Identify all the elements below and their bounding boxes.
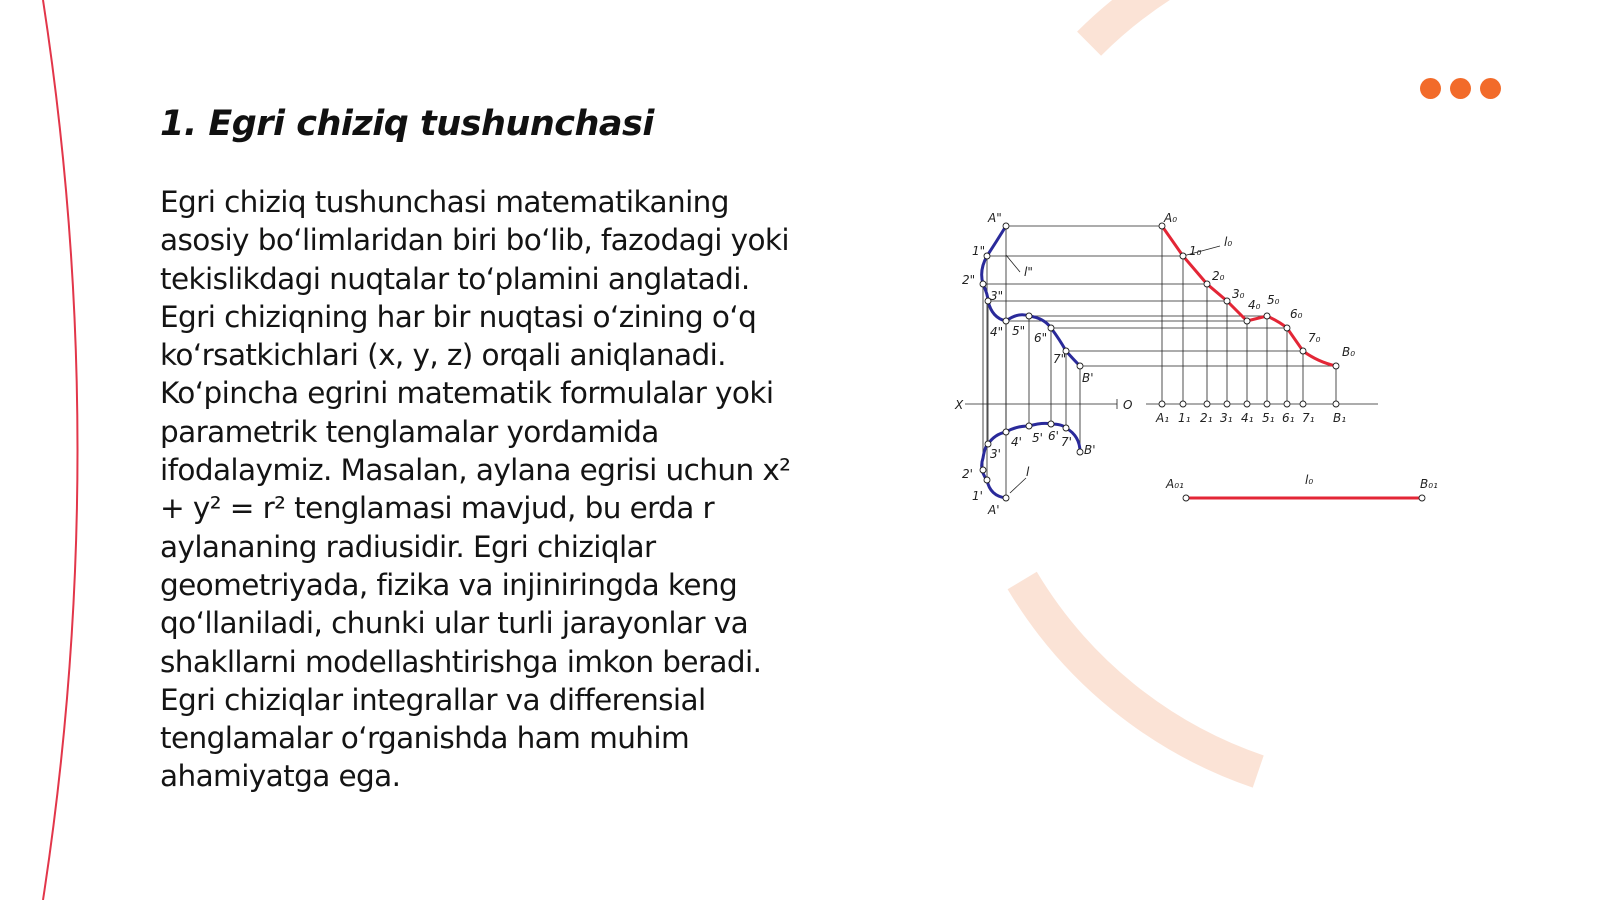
label: B' (1084, 443, 1096, 457)
paragraph-line: qo‘llaniladi, chunki ular turli jarayonlar va (160, 606, 749, 641)
paragraph-line: ifodalaymiz. Masalan, aylana egrisi uchun x² (160, 453, 791, 488)
dot (1420, 78, 1441, 99)
label: 6₁ (1282, 411, 1295, 425)
paragraph-line: geometriyada, fizika va injiniringda keng (160, 567, 738, 602)
label: O (1123, 398, 1133, 412)
paragraph-line: Egri chiziq tushunchasi matematikaning (160, 185, 729, 219)
dots-menu-icon (1420, 78, 1520, 100)
paragraph-line: tenglamalar o‘rganishda ham muhim (160, 721, 690, 756)
label: 1₀ (1189, 244, 1202, 258)
label: 5₁ (1262, 411, 1275, 425)
diagram-labels (954, 211, 1438, 517)
label: l₀ (1305, 473, 1314, 487)
label: 4' (1011, 435, 1022, 449)
label: 1' (972, 489, 983, 503)
paragraph-line: asosiy bo‘limlaridan biri bo‘lib, fazodagi yoki (160, 223, 789, 258)
paragraph-line: Egri chiziqning har bir nuqtasi o‘zining o‘q (160, 299, 757, 334)
label: A" (988, 211, 1002, 225)
slide-title: 1. Egri chiziq tushunchasi (160, 104, 654, 144)
label: 4₁ (1241, 411, 1254, 425)
label: 2₀ (1212, 269, 1225, 283)
label: 7' (1061, 435, 1072, 449)
point-markers (980, 223, 1425, 501)
label: 6₀ (1290, 307, 1303, 321)
paragraph-line: ahamiyatga ega. (160, 759, 401, 794)
paragraph-line: Egri chiziqlar integrallar va differensial (160, 682, 706, 717)
label: A₀ (1164, 211, 1178, 225)
label: B₀₁ (1420, 477, 1438, 491)
label: 4" (990, 325, 1004, 339)
label: l (1026, 465, 1030, 479)
label: 3₀ (1232, 287, 1245, 301)
paragraph-line: Ko‘pincha egrini matematik formulalar yoki (160, 376, 774, 411)
paragraph-line: shakllarni modellashtirishga imkon beradi. (160, 644, 762, 679)
label: X (955, 398, 964, 412)
label: l" (1024, 265, 1033, 279)
label: 5₀ (1267, 293, 1280, 307)
label: 7" (1053, 352, 1067, 366)
label: 2₁ (1200, 411, 1213, 425)
paragraph-line: tekislikdagi nuqtalar to‘plamini anglatadi. (160, 261, 750, 296)
paragraph-line: ko‘rsatkichlari (x, y, z) orqali aniqlanadi. (160, 338, 726, 373)
label: 6' (1048, 429, 1059, 443)
paragraph-line: + y² = r² tenglamasi mavjud, bu erda r (160, 491, 715, 526)
label: 7₁ (1302, 411, 1315, 425)
label: 5" (1012, 324, 1026, 338)
label: A' (988, 503, 1000, 517)
paragraph-line: parametrik tenglamalar yordamida (160, 414, 659, 449)
label: 7₀ (1308, 331, 1321, 345)
label: 2' (962, 467, 973, 481)
label: 1" (972, 244, 986, 258)
paragraph-line: aylananing radiusidir. Egri chiziqlar (160, 529, 656, 564)
dot (1480, 78, 1501, 99)
left-accent-line (43, 0, 78, 900)
label: B₁ (1333, 411, 1347, 425)
label: B₀ (1342, 345, 1356, 359)
label: 3₁ (1220, 411, 1233, 425)
label: 1₁ (1178, 411, 1191, 425)
label: 3" (990, 289, 1004, 303)
label: 4₀ (1248, 298, 1261, 312)
label: 2" (962, 273, 976, 287)
dot (1450, 78, 1471, 99)
label: 6" (1034, 331, 1048, 345)
body-paragraph (160, 183, 840, 796)
label: B' (1082, 371, 1094, 385)
label: 5' (1032, 431, 1043, 445)
label: A₁ (1156, 411, 1170, 425)
label: A₀₁ (1166, 477, 1184, 491)
projection-diagram (940, 200, 1438, 520)
label: 3' (990, 447, 1001, 461)
label: l₀ (1224, 235, 1233, 249)
